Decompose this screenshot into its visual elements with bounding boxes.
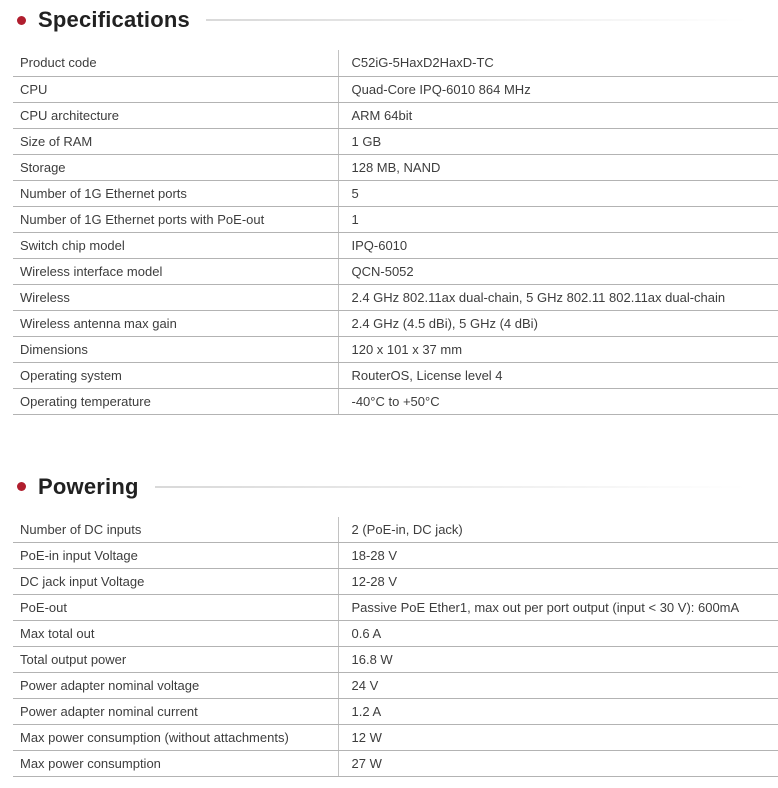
spec-label: Max power consumption (without attachments) [13, 725, 338, 751]
section-title-powering: Powering [38, 473, 139, 499]
spec-value: 2 (PoE-in, DC jack) [338, 517, 778, 543]
spec-label: CPU [13, 76, 338, 102]
spec-value: 12 W [338, 725, 778, 751]
powering-section [0, 467, 778, 778]
spec-label: Number of 1G Ethernet ports with PoE-out [13, 206, 338, 232]
spec-value: 1 [338, 206, 778, 232]
header-rule-line [206, 19, 778, 21]
spec-label: PoE-in input Voltage [13, 543, 338, 569]
bullet-icon [17, 16, 26, 25]
spec-value: 0.6 A [338, 621, 778, 647]
spec-row [13, 751, 778, 777]
spec-row [13, 673, 778, 699]
spec-label: Total output power [13, 647, 338, 673]
spec-label: Number of 1G Ethernet ports [13, 180, 338, 206]
spec-value: 1.2 A [338, 699, 778, 725]
spec-label: Power adapter nominal voltage [13, 673, 338, 699]
spec-value: C52iG-5HaxD2HaxD-TC [338, 50, 778, 76]
spec-row [13, 699, 778, 725]
spec-value: -40°C to +50°C [338, 388, 778, 414]
spec-row [13, 284, 778, 310]
spec-label: PoE-out [13, 595, 338, 621]
spec-label: Product code [13, 50, 338, 76]
spec-value: ARM 64bit [338, 102, 778, 128]
spec-value: IPQ-6010 [338, 232, 778, 258]
spec-row [13, 621, 778, 647]
spec-row [13, 50, 778, 76]
spec-row [13, 517, 778, 543]
spec-value: RouterOS, License level 4 [338, 362, 778, 388]
spec-label: Size of RAM [13, 128, 338, 154]
spec-row [13, 362, 778, 388]
spec-value: Quad-Core IPQ-6010 864 MHz [338, 76, 778, 102]
spec-label: Wireless [13, 284, 338, 310]
spec-label: Wireless interface model [13, 258, 338, 284]
header-rule-line [155, 486, 778, 488]
spec-label: Operating system [13, 362, 338, 388]
spec-value: 2.4 GHz (4.5 dBi), 5 GHz (4 dBi) [338, 310, 778, 336]
spec-label: Power adapter nominal current [13, 699, 338, 725]
spec-value: 12-28 V [338, 569, 778, 595]
spec-row [13, 595, 778, 621]
specifications-table [13, 50, 778, 415]
spec-value: QCN-5052 [338, 258, 778, 284]
spec-row [13, 180, 778, 206]
spec-label: Storage [13, 154, 338, 180]
section-header-powering [0, 467, 778, 507]
spec-row [13, 310, 778, 336]
spec-row [13, 543, 778, 569]
spec-value: Passive PoE Ether1, max out per port output (input < 30 V): 600mA [338, 595, 778, 621]
section-header-specifications [0, 0, 778, 40]
bullet-icon [17, 482, 26, 491]
spec-row [13, 647, 778, 673]
spec-row [13, 128, 778, 154]
spec-label: Number of DC inputs [13, 517, 338, 543]
section-title-specifications: Specifications [38, 7, 190, 32]
spec-row [13, 388, 778, 414]
spec-label: Operating temperature [13, 388, 338, 414]
spec-label: Dimensions [13, 336, 338, 362]
spec-value: 2.4 GHz 802.11ax dual-chain, 5 GHz 802.11 802.11ax dual-chain [338, 284, 778, 310]
spec-row [13, 154, 778, 180]
spec-value: 27 W [338, 751, 778, 777]
spec-row [13, 336, 778, 362]
spec-value: 5 [338, 180, 778, 206]
spec-label: Wireless antenna max gain [13, 310, 338, 336]
spec-value: 120 x 101 x 37 mm [338, 336, 778, 362]
spec-row [13, 206, 778, 232]
spec-label: DC jack input Voltage [13, 569, 338, 595]
spec-value: 1 GB [338, 128, 778, 154]
spec-label: Switch chip model [13, 232, 338, 258]
spec-row [13, 725, 778, 751]
powering-table [13, 517, 778, 778]
spec-row [13, 102, 778, 128]
spec-value: 24 V [338, 673, 778, 699]
spec-row [13, 232, 778, 258]
spec-row [13, 76, 778, 102]
spec-row [13, 258, 778, 284]
spec-label: Max power consumption [13, 751, 338, 777]
spec-value: 128 MB, NAND [338, 154, 778, 180]
spec-label: CPU architecture [13, 102, 338, 128]
spec-row [13, 569, 778, 595]
spec-value: 18-28 V [338, 543, 778, 569]
spec-label: Max total out [13, 621, 338, 647]
spec-value: 16.8 W [338, 647, 778, 673]
